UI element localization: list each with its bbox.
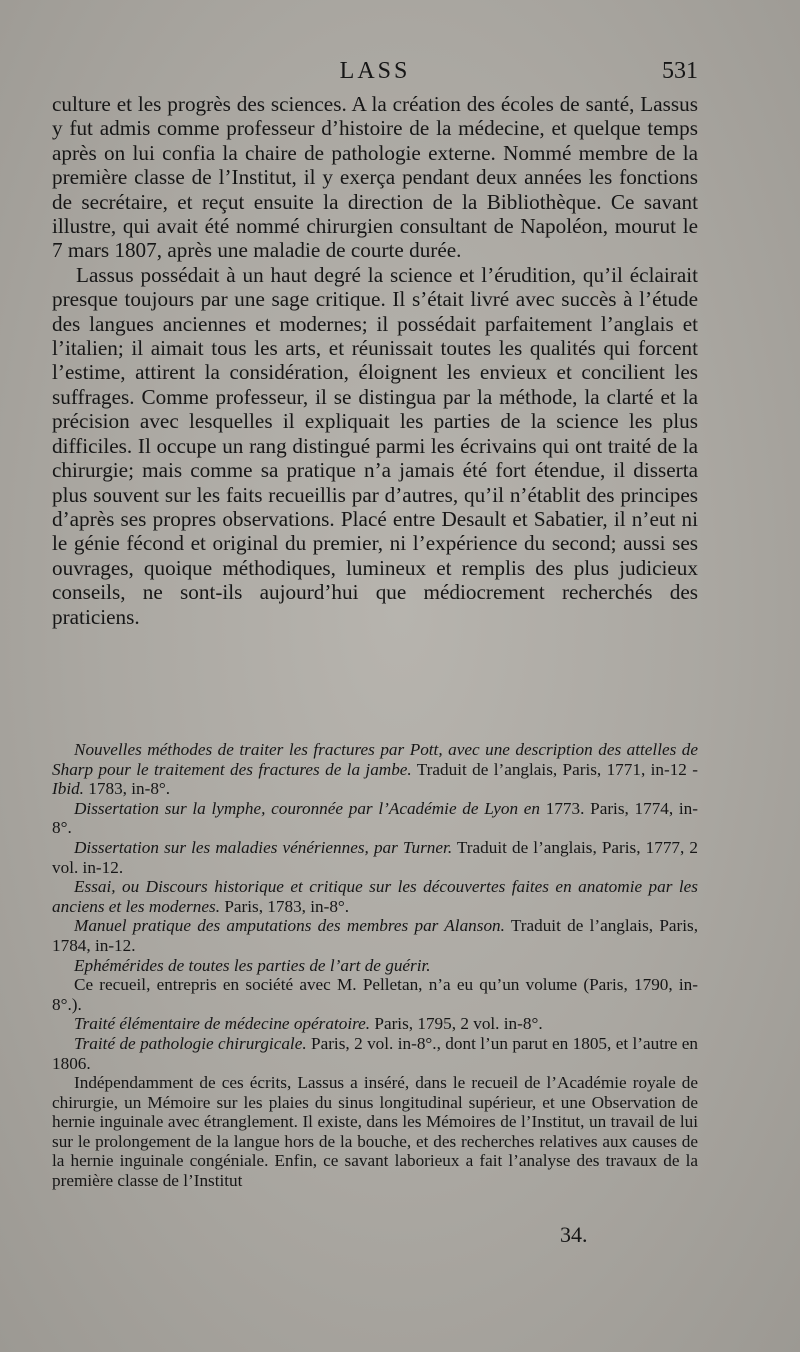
bibliography-entry: Ephémérides de toutes les parties de l’art de guérir. <box>74 955 431 975</box>
running-head: LASS <box>339 58 411 84</box>
signature-mark: 34. <box>560 1222 588 1247</box>
main-text <box>52 92 698 629</box>
page-header <box>52 58 698 92</box>
bibliography-entry: Ce recueil, entrepris en société avec M. Pelletan, n’a eu qu’un volume (Paris, 1790, in-8°.). <box>52 975 698 1014</box>
page-number: 531 <box>662 58 698 84</box>
bibliography-entry: Traité élémentaire de médecine opératoire. Paris, 1795, 2 vol. in-8°. <box>74 1014 543 1034</box>
bibliography-entry: Traité de pathologie chirurgicale. Paris, 2 vol. in-8°., dont l’un parut en 1805, et l’autre en 1806. <box>52 1033 698 1073</box>
bibliography-entry: Essai, ou Discours historique et critique sur les découvertes faites en anatomie par les anciens et les modernes. Paris, 1783, in-8°. <box>52 877 698 916</box>
bibliography-entry: Dissertation sur la lymphe, couronnée par l’Académie de Lyon en 1773. Paris, 1774, in-8°. <box>52 798 698 838</box>
bibliography-entry: Dissertation sur les maladies vénériennes, par Turner. Traduit de l’anglais, Paris, 1777, 2 vol. in-12. <box>52 837 698 877</box>
bibliography-entry: Nouvelles méthodes de traiter les fractures par Pott, avec une description des attelles de Sharp pour le traitement des fractures de la jambe. Traduit de l’anglais, Paris, 1771, in-12 - Ibid. 1783, in-8°. <box>52 740 698 799</box>
paragraph: culture et les progrès des sciences. A la création des écoles de santé, Lassus y fut admis comme professeur d’histoire de la médecine, et quelque temps après on lui confia la chaire de pathologie externe. Nommé membre de la première classe de l’Institut, il y exerça pendant deux années les fonctions de secrétaire, et reçut ensuite la direction de la Bibliothèque. Ce savant illustre, qui avait été nommé chirurgien consultant de Napoléon, mourut le 7 mars 1807, après une maladie de courte durée. <box>52 92 698 263</box>
bibliography-entry: Manuel pratique des amputations des membres par Alanson. Traduit de l’anglais, Paris, 1784, in-12. <box>52 916 698 955</box>
bibliography-entry: Indépendamment de ces écrits, Lassus a inséré, dans le recueil de l’Académie royale de chirurgie, un Mémoire sur les plaies du sinus longitudinal supérieur, et une Observation de hernie inguinale avec étranglement. Il existe, dans les Mémoires de l’Institut, un travail de lui sur le prolongement de la langue hors de la bouche, et des recherches relatives aux causes de la hernie inguinale congéniale. Enfin, ce savant laborieux a fait l’analyse des travaux de la première classe de l’Institut <box>52 1073 698 1191</box>
paragraph: Lassus possédait à un haut degré la science et l’érudition, qu’il éclairait presque toujours par une sage critique. Il s’était livré avec succès à l’étude des langues anciennes et modernes; il possédait parfaitement l’anglais et l’italien; il aimait tous les arts, et réunissait toutes les qualités qui forcent l’estime, attirent la considération, éloignent les envieux et concilient les suffrages. Comme professeur, il se distingua par la méthode, la clarté et la précision avec lesquelles il expliquait les parties de la science les plus difficiles. Il occupe un rang distingué parmi les écrivains qui ont traité de la chirurgie; mais comme sa pratique n’a jamais été fort étendue, il disserta plus souvent sur les faits recueillis par d’autres, qu’il n’établit des principes d’après ses propres observations. Placé entre Desault et Sabatier, il n’eut ni le génie fécond et original du premier, ni l’expérience du second; aussi ses ouvrages, quoique méthodiques, lumineux et remplis des plus judicieux conseils, ne sont-ils aujourd’hui que médiocrement recherchés des praticiens. <box>52 262 698 629</box>
bibliography <box>52 740 698 1191</box>
